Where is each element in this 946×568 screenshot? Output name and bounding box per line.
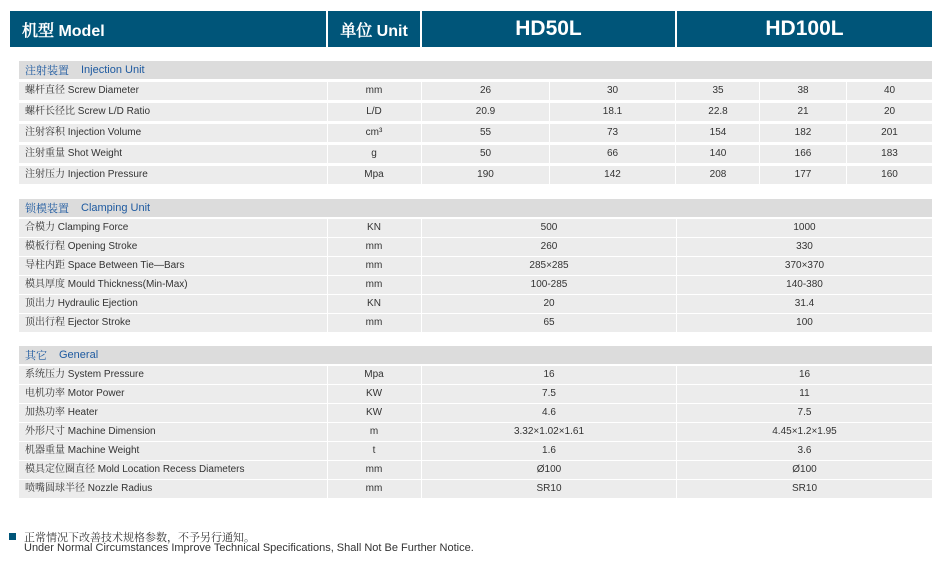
value-hd100l: 370×370 [784,260,825,271]
row-label: 系统压力 System Pressure [25,369,144,380]
section-injection-en: Injection Unit [81,64,145,76]
row-unit: mm [365,317,383,328]
section-general-en: General [59,349,99,361]
value-hd50l: 4.6 [542,407,556,418]
row-unit: Mpa [364,169,384,180]
value-hd50l: 500 [540,222,558,233]
row-unit: KW [365,407,383,418]
row-unit: mm [365,241,383,252]
hd100l-label: HD100L [765,17,844,40]
table-row [19,166,932,184]
row-label: 喷嘴圆球半径 Nozzle Radius [25,483,153,494]
row-unit: mm [365,279,383,290]
table-row [19,257,932,275]
value-hd50l: 20 [543,298,555,309]
value-cell: 20.9 [475,106,496,117]
value-hd100l: 31.4 [794,298,815,309]
value-hd50l: 285×285 [529,260,569,271]
row-unit: g [371,148,377,159]
row-label: 外形尺寸 Machine Dimension [25,426,156,437]
value-cell: 140 [709,148,727,159]
table-row [19,124,932,142]
value-cell: 22.8 [708,106,728,117]
value-hd50l: SR10 [536,483,562,494]
row-unit: mm [365,483,383,494]
header-unit [328,11,420,47]
section-clamping-en: Clamping Unit [81,202,151,214]
row-unit: cm³ [365,127,383,138]
value-cell: 38 [797,85,809,96]
row-unit: mm [365,85,383,96]
table-row [19,219,932,237]
value-cell: 18.1 [602,106,623,117]
value-cell: 20 [883,106,896,117]
row-label: 模板行程 Opening Stroke [25,241,138,252]
row-label: 电机功率 Motor Power [25,388,125,399]
value-cell: 182 [794,127,812,138]
row-unit: mm [365,464,383,475]
value-hd100l: 3.6 [797,445,812,456]
row-label: 螺杆直径 Screw Diameter [25,85,139,96]
table-row [19,366,932,384]
table-row [19,461,932,479]
value-cell: 50 [479,148,492,159]
table-row [19,385,932,403]
table-row [19,442,932,460]
value-hd100l: 16 [798,369,811,380]
section-general [19,346,932,364]
row-label: 顶出行程 Ejector Stroke [25,317,131,328]
value-cell: 160 [881,169,898,180]
section-clamping-zh: 锁模装置 [25,203,69,215]
value-hd100l: 100 [796,317,813,328]
table-row [19,145,932,163]
row-label: 模具定位圈直径 Mold Location Recess Diameters [25,464,245,475]
value-cell: 55 [479,127,492,138]
row-unit: t [372,445,376,456]
footer-note-zh: 正常情况下改善技术规格参数，不予另行通知。 [24,532,255,544]
row-unit: Mpa [364,369,384,380]
section-injection [19,61,932,79]
value-hd100l: SR10 [791,483,817,494]
section-clamping [19,199,932,217]
cell-divider [675,166,676,184]
table-row [19,82,932,100]
table-row [19,480,932,498]
value-cell: 201 [881,127,898,138]
value-cell: 40 [883,85,896,96]
value-hd50l: Ø100 [536,464,562,475]
value-cell: 26 [479,85,492,96]
value-hd100l: 140-380 [786,279,823,290]
value-cell: 190 [477,169,494,180]
row-label: 模具厚度 Mould Thickness(Min-Max) [25,279,188,290]
row-label: 螺杆长径比 Screw L/D Ratio [25,106,151,117]
value-hd100l: Ø100 [792,464,817,475]
row-label: 机器重量 Machine Weight [25,445,140,456]
value-hd50l: 65 [543,317,555,328]
value-cell: 35 [712,85,724,96]
value-cell: 208 [709,169,727,180]
value-hd100l: 7.5 [797,407,812,418]
hd50l-label: HD50L [515,17,582,40]
row-label: 注射容积 Injection Volume [25,127,142,138]
cell-divider [675,124,676,142]
row-label: 注射压力 Injection Pressure [25,169,148,180]
value-cell: 21 [797,106,809,117]
value-hd50l: 3.32×1.02×1.61 [513,426,585,437]
value-cell: 73 [606,127,619,138]
section-general-zh: 其它 [25,350,47,362]
value-cell: 183 [881,148,898,159]
table-row [19,276,932,294]
note-bullet-icon [9,533,16,540]
row-unit: KN [367,298,381,309]
value-cell: 142 [604,169,621,180]
footer-note-en: Under Normal Circumstances Improve Technical Specifications, Shall Not Be Further Notice. [24,542,474,554]
header-hd50l [422,11,675,47]
value-hd50l: 16 [543,369,555,380]
table-row [19,404,932,422]
row-label: 注射重量 Shot Weight [25,148,123,159]
value-cell: 66 [606,148,619,159]
table-row [19,295,932,313]
value-hd100l: 11 [799,388,810,399]
table-row [19,103,932,121]
row-unit: m [369,426,379,437]
unit-label: 单位 Unit [340,22,408,40]
table-row [19,423,932,441]
value-cell: 177 [794,169,812,180]
row-unit: L/D [366,106,382,117]
cell-divider [675,145,676,163]
cell-divider [675,82,676,100]
header-hd100l [677,11,932,47]
row-unit: mm [365,260,383,271]
value-hd50l: 100-285 [530,279,568,290]
value-hd100l: 4.45×1.2×1.95 [772,426,837,437]
table-row [19,314,932,332]
row-label: 顶出力 Hydraulic Ejection [25,298,138,309]
value-cell: 30 [606,85,619,96]
model-label: 机型 Model [22,22,105,40]
row-label: 加热功率 Heater [25,407,98,418]
row-label: 合模力 Clamping Force [25,222,129,233]
table-row [19,238,932,256]
value-cell: 166 [794,148,812,159]
value-hd50l: 7.5 [542,388,556,399]
value-hd100l: 330 [796,241,813,252]
section-injection-zh: 注射装置 [25,65,69,77]
row-unit: KW [365,388,383,399]
row-unit: KN [367,222,381,233]
row-label: 导柱内距 Space Between Tie—Bars [25,260,185,271]
value-cell: 154 [709,127,727,138]
value-hd50l: 260 [540,241,558,252]
value-hd50l: 1.6 [542,445,556,456]
cell-divider [675,103,676,121]
value-hd100l: 1000 [793,222,816,233]
header-model [10,11,326,47]
